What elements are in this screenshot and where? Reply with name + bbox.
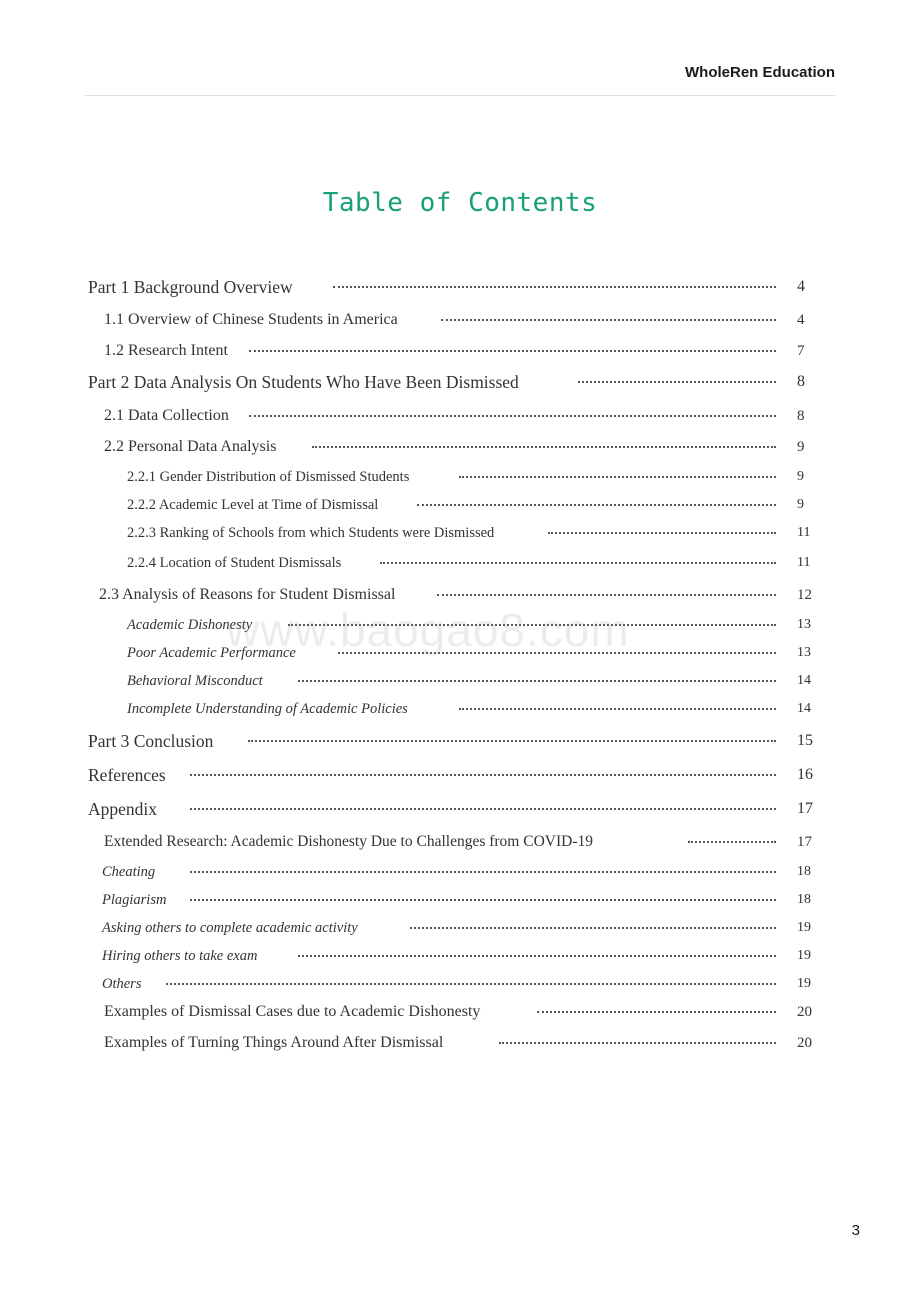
toc-entry-title: Academic Dishonesty [127, 617, 253, 633]
toc-leader [380, 562, 776, 564]
toc-entry-page: 4 [797, 278, 805, 295]
toc-entry-title: Asking others to complete academic activity [102, 920, 358, 936]
toc-entry-page: 18 [797, 864, 811, 879]
toc-entry-title: Cheating [102, 864, 156, 880]
toc-entry-page: 19 [797, 976, 811, 991]
toc-leader [578, 381, 776, 383]
toc-entry-page: 8 [797, 408, 805, 424]
toc-entry-page: 17 [797, 800, 813, 817]
toc-entry-title: Incomplete Understanding of Academic Policies [127, 701, 408, 717]
toc-leader [688, 841, 776, 843]
toc-leader [312, 446, 776, 448]
toc-leader [190, 871, 776, 873]
toc-entry-title: 2.2 Personal Data Analysis [104, 438, 277, 455]
toc-leader [459, 708, 776, 710]
toc-entry-page: 15 [797, 732, 813, 749]
toc-entry-page: 20 [797, 1035, 812, 1051]
toc-entry-title: 2.1 Data Collection [104, 407, 229, 424]
toc-entry-page: 16 [797, 766, 813, 783]
toc-entry-page: 11 [797, 555, 811, 570]
toc-entry-title: 2.2.3 Ranking of Schools from which Students were Dismissed [127, 525, 495, 541]
toc-leader [441, 319, 776, 321]
toc-entry-page: 13 [797, 617, 811, 632]
toc-leader [249, 350, 776, 352]
toc-entry-title: Extended Research: Academic Dishonesty Due to Challenges from COVID-19 [104, 833, 593, 850]
toc-leader [417, 504, 776, 506]
toc-entry-title: References [88, 765, 166, 785]
toc-entry-page: 8 [797, 373, 805, 390]
toc-entry-title: 2.2.1 Gender Distribution of Dismissed Students [127, 469, 410, 485]
toc-entry-page: 11 [797, 525, 811, 540]
toc-entry-title: 2.2.2 Academic Level at Time of Dismissal [127, 497, 379, 513]
toc-entry-page: 18 [797, 892, 811, 907]
toc-leader [437, 594, 776, 596]
toc-leader [298, 955, 776, 957]
toc-entry-title: Part 1 Background Overview [88, 277, 293, 297]
toc-leader [249, 415, 776, 417]
toc-entry-title: Plagiarism [102, 892, 167, 908]
toc-leader [298, 680, 776, 682]
toc-entry-title: Hiring others to take exam [102, 948, 258, 964]
page-title: Table of Contents [322, 188, 598, 218]
toc-entry-page: 14 [797, 673, 811, 688]
toc-entry-page: 19 [797, 948, 811, 963]
toc-entry-page: 7 [797, 343, 805, 359]
toc-entry-page: 9 [797, 439, 805, 455]
toc-entry-title: Examples of Turning Things Around After Dismissal [104, 1034, 444, 1051]
toc-leader [548, 532, 776, 534]
toc-entry-page: 12 [797, 587, 812, 603]
watermark-text: www.baogao8.com [226, 604, 630, 656]
toc-entry-title: 1.1 Overview of Chinese Students in America [104, 311, 398, 328]
toc-leader [499, 1042, 776, 1044]
toc-entry-title: Part 2 Data Analysis On Students Who Have Been Dismissed [88, 372, 519, 392]
toc-entry-title: 2.2.4 Location of Student Dismissals [127, 555, 342, 571]
toc-entry-title: 1.2 Research Intent [104, 342, 228, 359]
header-organization: WholeRen Education [685, 64, 835, 81]
toc-entry-title: Part 3 Conclusion [88, 731, 214, 751]
toc-leader [190, 899, 776, 901]
toc-leader [190, 774, 776, 776]
toc-entry-title: 2.3 Analysis of Reasons for Student Dismissal [99, 586, 396, 603]
toc-entry-page: 9 [797, 497, 804, 512]
toc-entry-page: 9 [797, 469, 804, 484]
page-number: 3 [851, 1222, 860, 1239]
toc-entry-page: 20 [797, 1004, 812, 1020]
toc-entry-page: 14 [797, 701, 811, 716]
toc-entry-title: Examples of Dismissal Cases due to Academic Dishonesty [104, 1003, 481, 1020]
toc-entry-title: Appendix [88, 799, 158, 819]
toc-entry-page: 13 [797, 645, 811, 660]
toc-leader [410, 927, 776, 929]
toc-entry-title: Behavioral Misconduct [127, 673, 263, 689]
toc-leader [166, 983, 776, 985]
toc-entry-page: 17 [797, 834, 812, 850]
toc-entry-title: Others [102, 976, 142, 992]
header-divider [85, 95, 835, 96]
toc-entry-page: 19 [797, 920, 811, 935]
toc-entry-page: 4 [797, 312, 805, 328]
toc-entry-title: Poor Academic Performance [127, 645, 296, 661]
toc-leader [333, 286, 776, 288]
toc-leader [190, 808, 776, 810]
toc-leader [248, 740, 776, 742]
toc-leader [537, 1011, 776, 1013]
toc-leader [459, 476, 776, 478]
